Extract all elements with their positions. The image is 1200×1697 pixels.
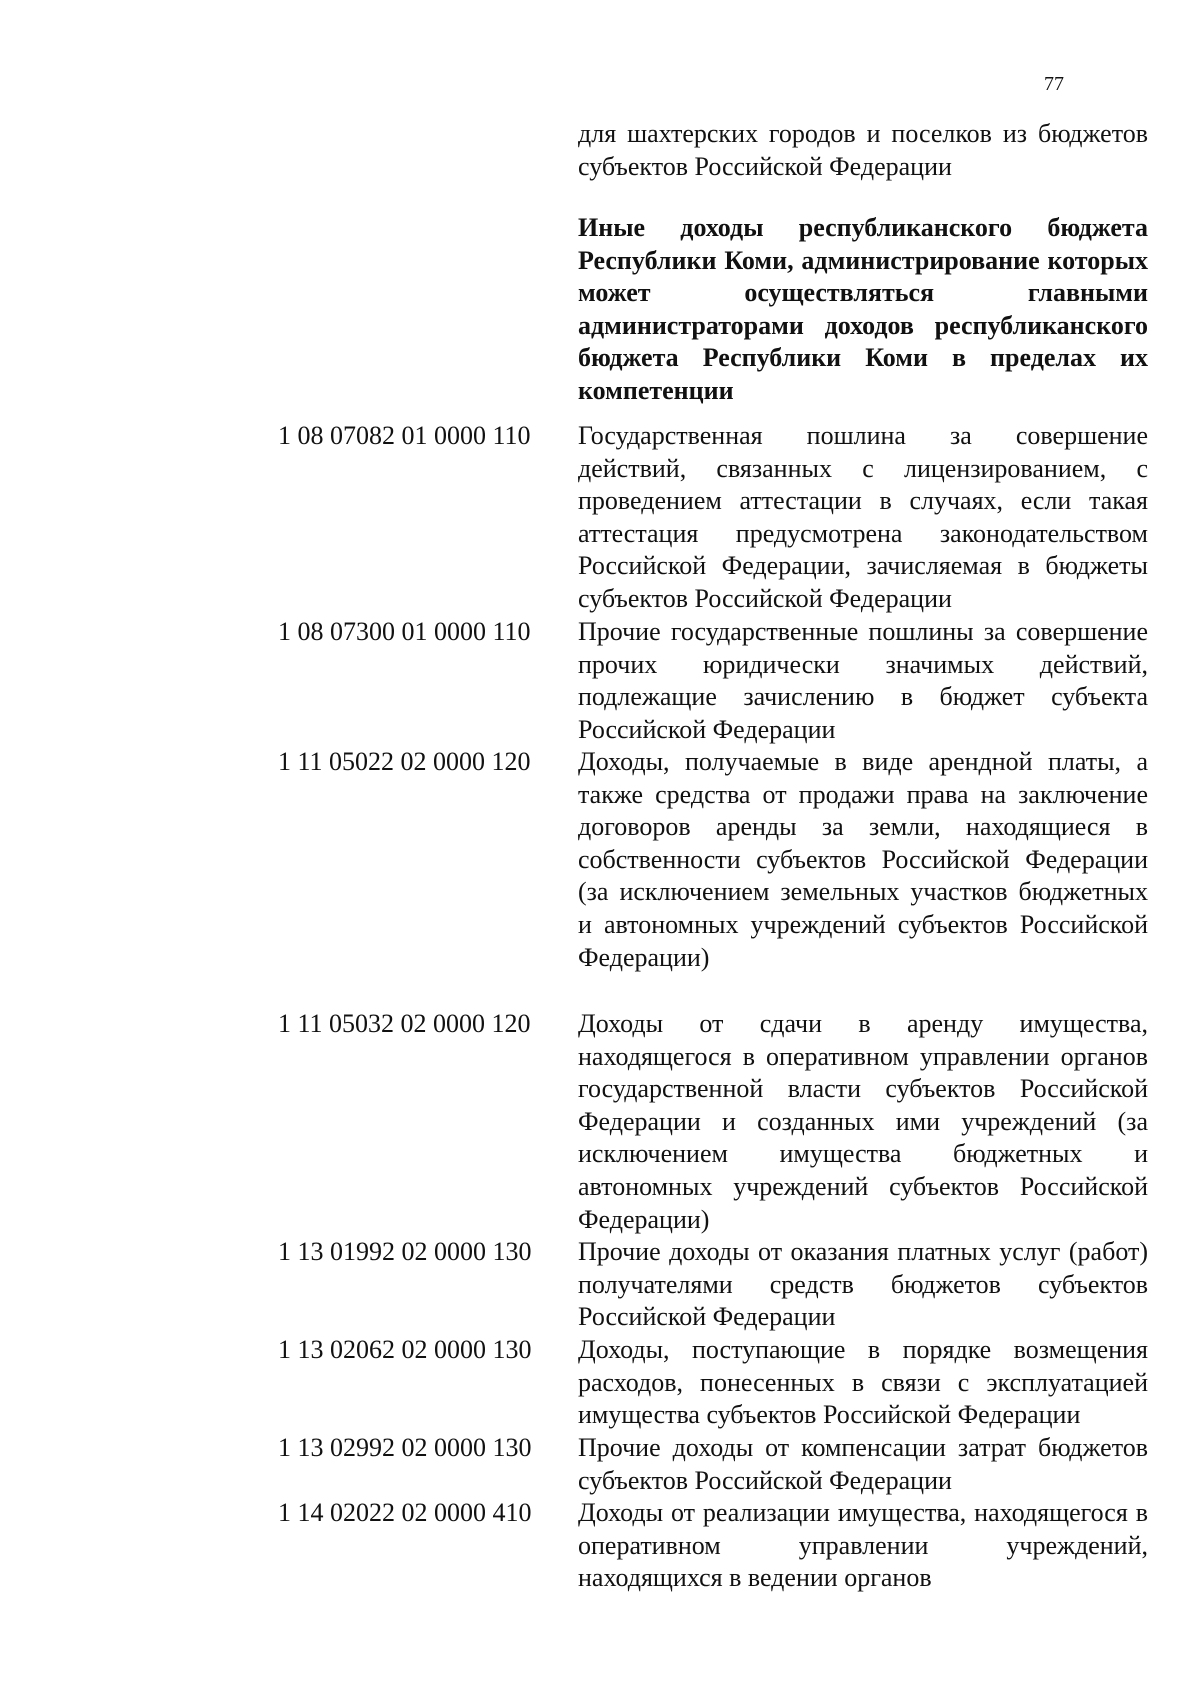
budget-code: 1 08 07082 01 0000 110 bbox=[278, 421, 531, 450]
budget-code: 1 13 02062 02 0000 130 bbox=[278, 1335, 532, 1364]
income-description: Доходы, получаемые в виде арендной платы, а также средства от продажи права на заключение договоров аренды за земли, находящиеся в собственности субъектов Российской Федерации (за исключением земельных участков бюджетных и автономных учреждений субъектов Российской Федерации) bbox=[578, 747, 1148, 972]
income-description: Государственная пошлина за совершение действий, связанных с лицензированием, с проведением аттестации в случаях, если такая аттестация предусмотрена законодательством Российской Федерации, зачисляемая в бюджеты субъектов Российской Федерации bbox=[578, 421, 1148, 613]
budget-code: 1 13 02992 02 0000 130 bbox=[278, 1433, 532, 1462]
budget-code: 1 14 02022 02 0000 410 bbox=[278, 1498, 532, 1527]
continuation-text: для шахтерских городов и поселков из бюджетов субъектов Российской Федерации bbox=[578, 119, 1148, 181]
budget-code: 1 11 05022 02 0000 120 bbox=[278, 747, 531, 776]
budget-code: 1 13 01992 02 0000 130 bbox=[278, 1237, 532, 1266]
income-description: Доходы от реализации имущества, находящегося в оперативном управлении учреждений, находящихся в ведении органов bbox=[578, 1498, 1148, 1593]
budget-code: 1 11 05032 02 0000 120 bbox=[278, 1009, 531, 1038]
income-description: Прочие государственные пошлины за совершение прочих юридически значимых действий, подлежащие зачислению в бюджет субъекта Российской Федерации bbox=[578, 617, 1148, 744]
income-description: Прочие доходы от компенсации затрат бюджетов субъектов Российской Федерации bbox=[578, 1433, 1148, 1495]
page-number: 77 bbox=[1044, 73, 1064, 95]
income-description: Прочие доходы от оказания платных услуг (работ) получателями средств бюджетов субъектов Российской Федерации bbox=[578, 1237, 1148, 1332]
section-heading: Иные доходы республиканского бюджета Республики Коми, администрирование которых может осуществляться главными администраторами доходов республиканского бюджета Республики Коми в пределах их компетенции bbox=[578, 213, 1148, 405]
income-description: Доходы, поступающие в порядке возмещения расходов, понесенных в связи с эксплуатацией имущества субъектов Российской Федерации bbox=[578, 1335, 1148, 1430]
income-description: Доходы от сдачи в аренду имущества, находящегося в оперативном управлении органов государственной власти субъектов Российской Федерации и созданных ими учреждений (за исключением имущества бюджетных и автономных учреждений субъектов Российской Федерации) bbox=[578, 1009, 1148, 1234]
budget-code: 1 08 07300 01 0000 110 bbox=[278, 617, 531, 646]
